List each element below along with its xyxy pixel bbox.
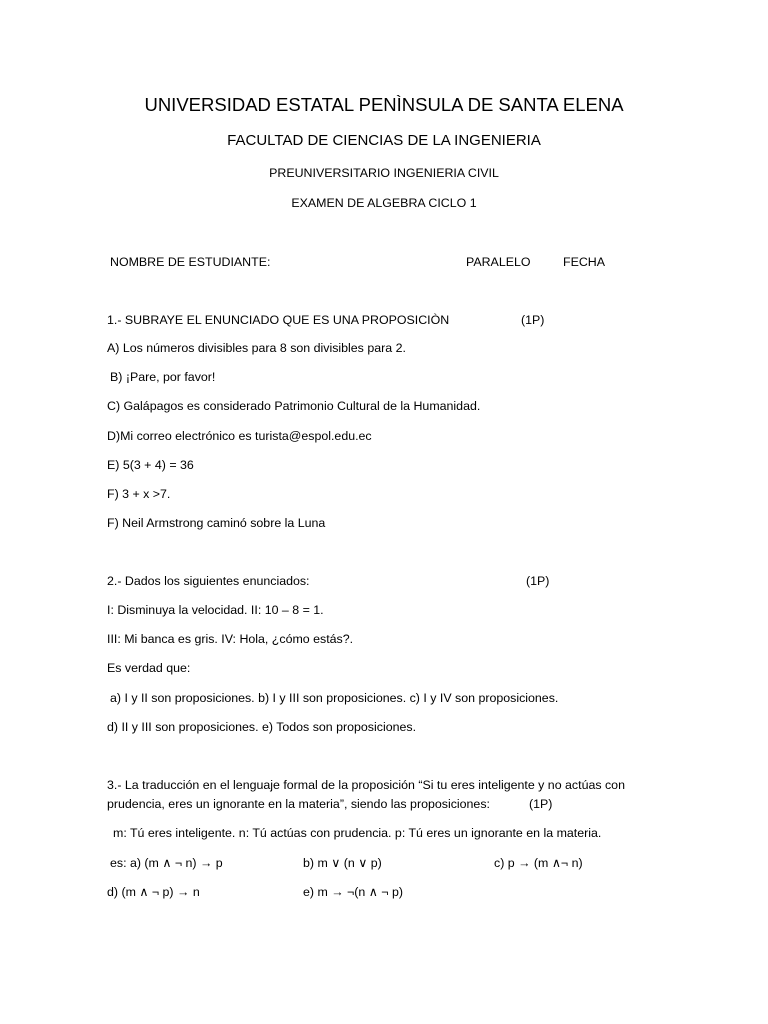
- q1-option-a: A) Los números divisibles para 8 son divisibles para 2.: [107, 341, 406, 355]
- q1-option-d: D)Mi correo electrónico es turista@espol.edu.ec: [107, 429, 372, 443]
- q1-option-c: C) Galápagos es considerado Patrimonio Cultural de la Humanidad.: [107, 399, 481, 413]
- q1-option-f1: F) 3 + x >7.: [107, 487, 171, 501]
- q3-line-1: 3.- La traducción en el lenguaje formal de la proposición “Si tu eres inteligente y no actúas con: [107, 778, 625, 792]
- q1-option-b: B) ¡Pare, por favor!: [110, 370, 216, 384]
- q2-statements-1: I: Disminuya la velocidad. II: 10 – 8 = 1.: [107, 603, 324, 617]
- q2-statements-2: III: Mi banca es gris. IV: Hola, ¿cómo estás?.: [107, 632, 354, 646]
- q3-option-e: e) m → ¬(n ∧ ¬ p): [303, 885, 403, 899]
- q3-option-c: c) p → (m ∧¬ n): [494, 856, 583, 870]
- q2-options-2: d) II y III son proposiciones. e) Todos son proposiciones.: [107, 720, 417, 734]
- q2-title: 2.- Dados los siguientes enunciados:: [107, 574, 310, 588]
- program-title: PREUNIVERSITARIO INGENIERIA CIVIL: [269, 166, 499, 180]
- q1-title: 1.- SUBRAYE EL ENUNCIADO QUE ES UNA PROPOSICIÒN: [107, 313, 450, 327]
- q3-option-a: es: a) (m ∧ ¬ n) → p: [110, 856, 223, 870]
- q2-points: (1P): [526, 574, 550, 588]
- paralelo-label: PARALELO: [466, 255, 531, 269]
- q3-option-b: b) m ∨ (n ∨ p): [303, 856, 382, 870]
- q3-definitions: m: Tú eres inteligente. n: Tú actúas con prudencia. p: Tú eres un ignorante en la materia.: [113, 826, 602, 840]
- exam-title: EXAMEN DE ALGEBRA CICLO 1: [291, 196, 477, 210]
- student-name-label: NOMBRE DE ESTUDIANTE:: [110, 255, 271, 269]
- q2-options-1: a) I y II son proposiciones. b) I y III son proposiciones. c) I y IV son proposiciones.: [110, 691, 559, 705]
- university-title: UNIVERSIDAD ESTATAL PENÌNSULA DE SANTA ELENA: [144, 94, 624, 115]
- q1-option-f2: F) Neil Armstrong caminó sobre la Luna: [107, 516, 326, 530]
- q1-points: (1P): [521, 313, 545, 327]
- q1-option-e: E) 5(3 + 4) = 36: [107, 458, 194, 472]
- q3-points: (1P): [529, 797, 553, 811]
- q2-prompt: Es verdad que:: [107, 661, 191, 675]
- faculty-title: FACULTAD DE CIENCIAS DE LA INGENIERIA: [227, 132, 541, 149]
- fecha-label: FECHA: [563, 255, 605, 269]
- q3-option-d: d) (m ∧ ¬ p) → n: [107, 885, 200, 899]
- q3-line-2: prudencia, eres un ignorante en la materia”, siendo las proposiciones:: [107, 797, 490, 811]
